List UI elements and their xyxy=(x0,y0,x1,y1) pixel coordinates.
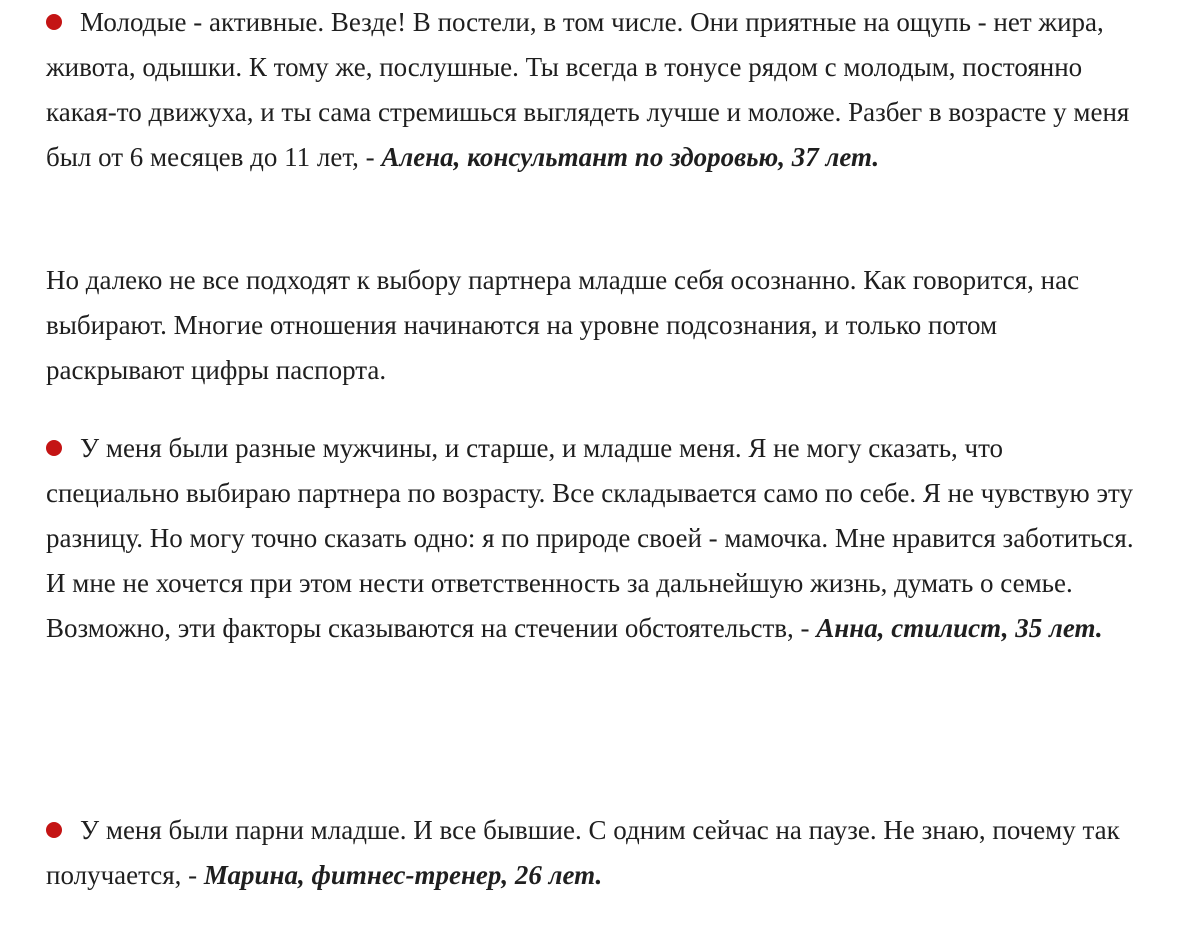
body-paragraph xyxy=(46,258,1136,393)
quote-attribution: Анна, стилист, 35 лет. xyxy=(816,613,1103,643)
quote-text: Молодые - активные. Везде! В постели, в том числе. Они приятные на ощупь - нет жира, живота, одышки. К тому же, послушные. Ты всегда в тонусе рядом с молодым, постоянно какая-то движуха, и ты сама стремишься выглядеть лучше и моложе. Разбег в возрасте у меня был от 6 месяцев до 11 лет, - xyxy=(46,7,1130,172)
quote-attribution: Марина, фитнес-тренер, 26 лет. xyxy=(203,860,603,890)
paragraph-text: Но далеко не все подходят к выбору партнера младше себя осознанно. Как говорится, нас выбирают. Многие отношения начинаются на уровне подсознания, и только потом раскрывают цифры паспорта. xyxy=(46,265,1080,385)
quote-attribution: Алена, консультант по здоровью, 37 лет. xyxy=(381,142,880,172)
quote-paragraph-anna xyxy=(46,426,1136,651)
quote-text: У меня были разные мужчины, и старше, и младше меня. Я не могу сказать, что специально выбираю партнера по возрасту. Все складывается само по себе. Я не чувствую эту разницу. Но могу точно сказать одно: я по природе своей - мамочка. Мне нравится заботиться. И мне не хочется при этом нести ответственность за дальнейшую жизнь, думать о семье. Возможно, эти факторы сказываются на стечении обстоятельств, - xyxy=(46,433,1134,643)
quote-paragraph-alena xyxy=(46,0,1136,180)
bullet-dot-icon xyxy=(46,822,62,838)
quote-text: У меня были парни младше. И все бывшие. С одним сейчас на паузе. Не знаю, почему так получается, - xyxy=(46,815,1120,890)
bullet-dot-icon xyxy=(46,14,62,30)
quote-paragraph-marina xyxy=(46,808,1136,898)
bullet-dot-icon xyxy=(46,440,62,456)
